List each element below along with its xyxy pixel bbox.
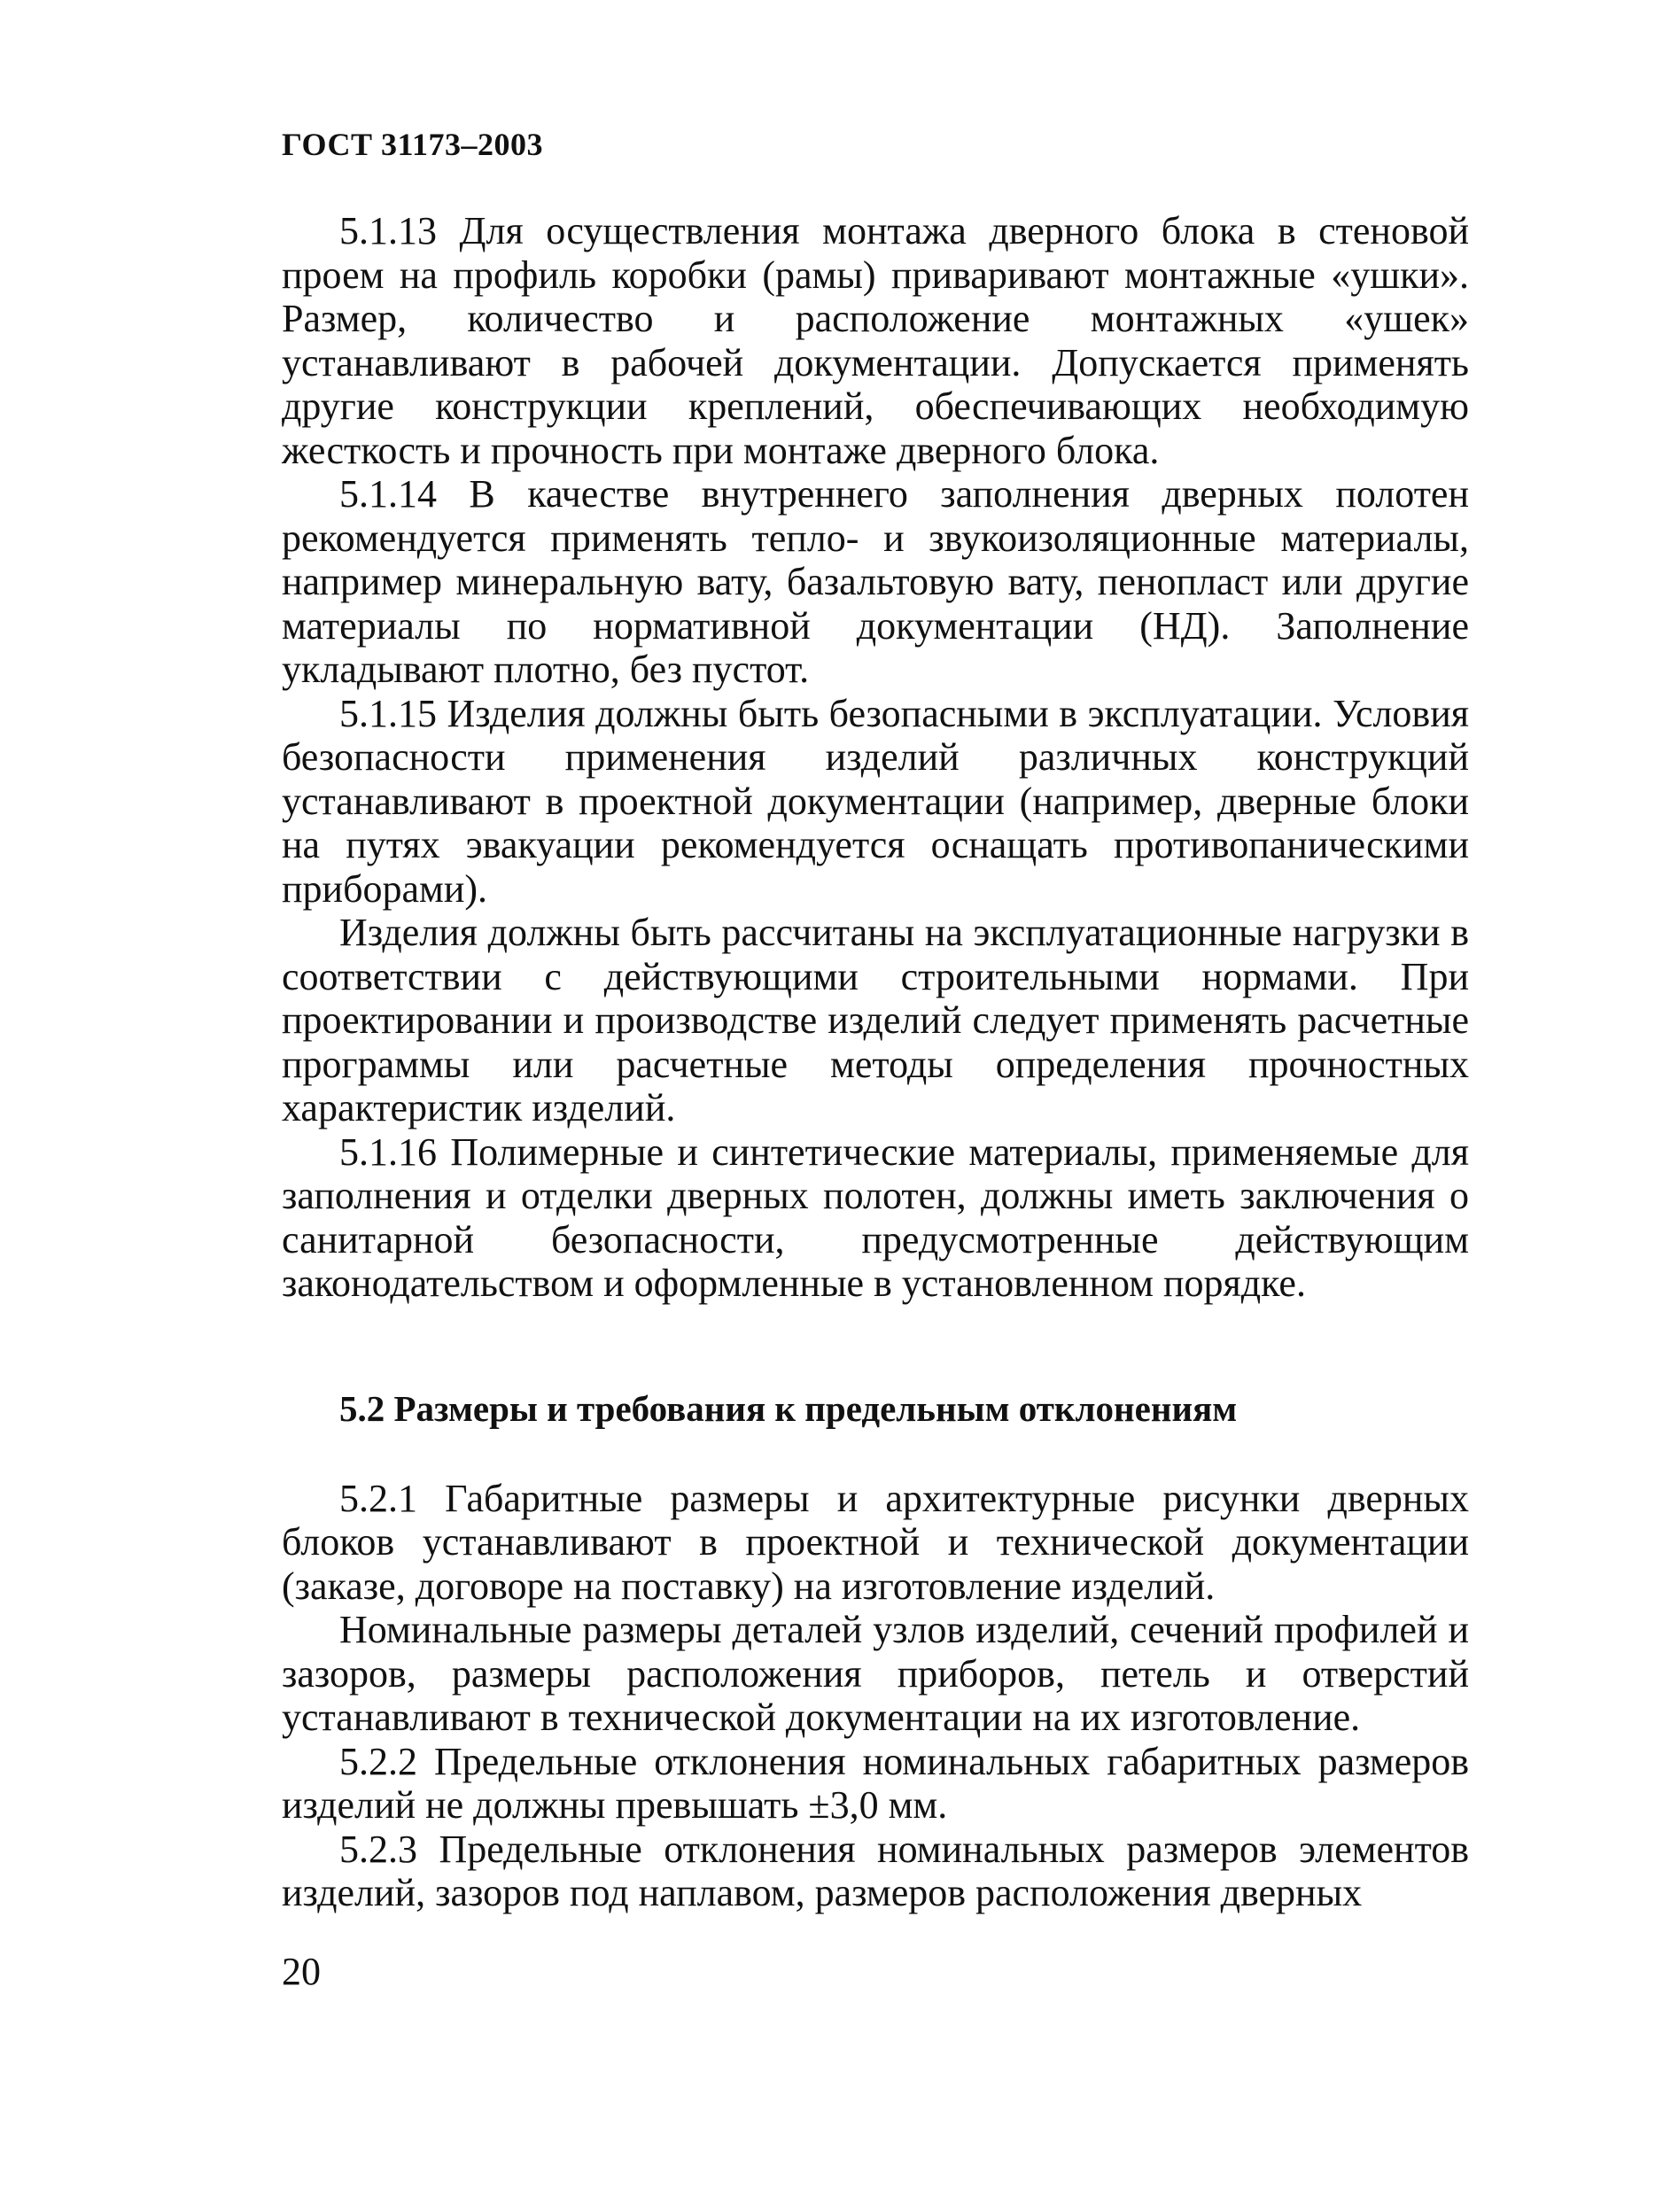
paragraph-5-1-13: 5.1.13 Для осуществления монтажа дверного блока в стеновой проем на профиль коробки (рамы) приваривают монтажные «ушки». Размер, количество и расположение монтажных «ушек» устанавливают в рабочей документации. Допускается применять другие конструкции креплений, обеспечивающих необходимую жесткость и прочность при монтаже дверного блока. <box>282 209 1469 472</box>
paragraph-5-2-1: 5.2.1 Габаритные размеры и архитектурные рисунки дверных блоков устанавливают в проектной и технической документации (заказе, договоре на поставку) на изготовление изделий. <box>282 1476 1469 1608</box>
page-number: 20 <box>282 1950 321 1993</box>
document-body <box>282 209 1469 1915</box>
paragraph-nominal-sizes: Номинальные размеры деталей узлов изделий, сечений профилей и зазоров, размеры расположения приборов, петель и отверстий устанавливают в технической документации на их изготовление. <box>282 1608 1469 1739</box>
paragraph-5-1-16: 5.1.16 Полимерные и синтетические материалы, применяемые для заполнения и отделки дверных полотен, должны иметь заключения о санитарной безопасности, предусмотренные действующим законодательством и оформленные в установленном порядке. <box>282 1129 1469 1305</box>
paragraph-5-2-3: 5.2.3 Предельные отклонения номинальных размеров элементов изделий, зазоров под наплавом, размеров расположения дверных <box>282 1827 1469 1914</box>
paragraph-5-1-14: 5.1.14 В качестве внутреннего заполнения дверных полотен рекомендуется применять тепло- и звукоизоляционные материалы, например минеральную вату, базальтовую вату, пенопласт или другие материалы по нормативной документации (НД). Заполнение укладывают плотно, без пустот. <box>282 472 1469 691</box>
paragraph-5-2-2: 5.2.2 Предельные отклонения номинальных габаритных размеров изделий не должны превышать ±3,0 мм. <box>282 1739 1469 1827</box>
paragraph-5-1-15: 5.1.15 Изделия должны быть безопасными в эксплуатации. Условия безопасности применения изделий различных конструкций устанавливают в проектной документации (например, дверные блоки на путях эвакуации рекомендуется оснащать противопаническими приборами). <box>282 691 1469 911</box>
paragraph-loads: Изделия должны быть рассчитаны на эксплуатационные нагрузки в соответствии с действующими строительными нормами. При проектировании и производстве изделий следует применять расчетные программы или расчетные методы определения прочностных характеристик изделий. <box>282 911 1469 1129</box>
section-heading-5-2: 5.2 Размеры и требования к предельным отклонениям <box>339 1387 1238 1429</box>
standard-header: ГОСТ 31173–2003 <box>282 127 543 162</box>
